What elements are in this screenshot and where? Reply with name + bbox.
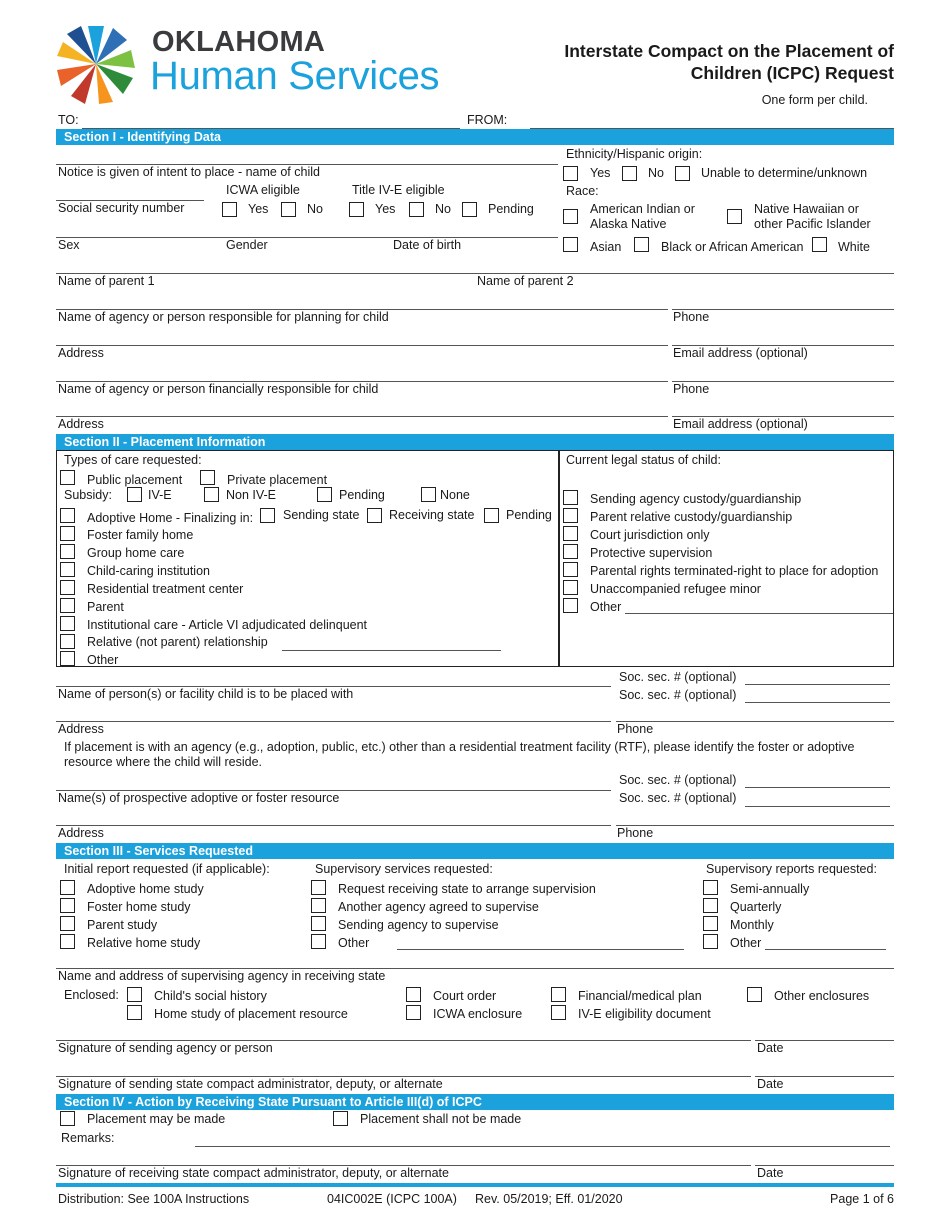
reports-other-checkbox[interactable]	[703, 934, 718, 949]
legal-rights-terminated-checkbox[interactable]	[563, 562, 578, 577]
adoptive-home-checkbox[interactable]	[60, 508, 75, 523]
titleive-pending-label: Pending	[488, 202, 534, 216]
planning-address-label: Address	[58, 346, 104, 360]
placement-shall-not-label: Placement shall not be made	[360, 1112, 522, 1126]
placement-note-line1: If placement is with an agency (e.g., adoption, public, etc.) other than a residential treatment facility (RTF), please identify the foster or adoptive	[64, 740, 855, 754]
parent2-label: Name of parent 2	[477, 274, 574, 288]
sex-gender-dob-field[interactable]	[56, 237, 558, 238]
child-name-label: Notice is given of intent to place - name of child	[58, 165, 320, 179]
titleive-pending-checkbox[interactable]	[462, 202, 477, 217]
enc-social-history-label: Child's social history	[154, 989, 267, 1003]
subsidy-ive-label: IV-E	[148, 488, 172, 502]
from-label: FROM:	[467, 113, 508, 127]
footer-revision: Rev. 05/2019; Eff. 01/2020	[475, 1192, 623, 1206]
legal-parent-relative-checkbox[interactable]	[563, 508, 578, 523]
legal-other-label: Other	[590, 600, 622, 614]
titleive-yes-label: Yes	[375, 202, 396, 216]
sig-sending-date-label: Date	[757, 1041, 784, 1055]
titleive-no-label: No	[435, 202, 451, 216]
supervisory-services-label: Supervisory services requested:	[315, 862, 493, 876]
logo-wordmark-bottom: Human Services	[150, 54, 440, 98]
initial-adoptive-label: Adoptive home study	[87, 882, 204, 896]
care-parent-checkbox[interactable]	[60, 598, 75, 613]
icwa-no-label: No	[307, 202, 323, 216]
titleive-no-checkbox[interactable]	[409, 202, 424, 217]
finalize-sending-state-checkbox[interactable]	[260, 508, 275, 523]
supervision-arrange-label: Request receiving state to arrange supervision	[338, 882, 596, 896]
placement-phone-label: Phone	[617, 722, 654, 736]
reports-other-field[interactable]	[765, 949, 886, 950]
placement-may-be-made-checkbox[interactable]	[60, 1111, 75, 1126]
care-group-home-label: Group home care	[87, 546, 185, 560]
legal-parent-relative-label: Parent relative custody/guardianship	[590, 510, 793, 524]
placement-address-field[interactable]	[56, 721, 611, 722]
section-4-header: Section IV - Action by Receiving State Pursuant to Article III(d) of ICPC	[56, 1094, 894, 1110]
private-placement-label: Private placement	[227, 473, 328, 487]
care-child-caring-checkbox[interactable]	[60, 562, 75, 577]
initial-relative-checkbox[interactable]	[60, 934, 75, 949]
placed-with-label: Name of person(s) or facility child is to be placed with	[58, 687, 354, 701]
form-title-line1: Interstate Compact on the Placement of	[564, 41, 894, 61]
form-subtitle: One form per child.	[761, 93, 868, 107]
public-placement-label: Public placement	[87, 473, 183, 487]
sig-sending-label: Signature of sending agency or person	[58, 1041, 273, 1055]
subsidy-none-label: None	[440, 488, 470, 502]
icwa-yes-label: Yes	[248, 202, 269, 216]
financial-email-label: Email address (optional)	[673, 417, 808, 431]
care-foster-family-checkbox[interactable]	[60, 526, 75, 541]
supervision-other-field[interactable]	[397, 949, 684, 950]
ssn-optional-label-4: Soc. sec. # (optional)	[619, 791, 737, 805]
sig-admin-date-label: Date	[757, 1077, 784, 1091]
placement-may-be-made-label: Placement may be made	[87, 1112, 226, 1126]
types-of-care-label: Types of care requested:	[64, 453, 202, 467]
finalize-pending-label: Pending	[506, 508, 552, 522]
initial-parent-checkbox[interactable]	[60, 916, 75, 931]
enc-other-label: Other enclosures	[774, 989, 870, 1003]
footer-divider	[56, 1183, 894, 1187]
enc-court-order-label: Court order	[433, 989, 497, 1003]
race-asian-checkbox[interactable]	[563, 237, 578, 252]
legal-sending-agency-label: Sending agency custody/guardianship	[590, 492, 802, 506]
initial-parent-label: Parent study	[87, 918, 158, 932]
section-2-header: Section II - Placement Information	[56, 434, 894, 450]
parent1-label: Name of parent 1	[58, 274, 155, 288]
icwa-no-checkbox[interactable]	[281, 202, 296, 217]
care-child-caring-label: Child-caring institution	[87, 564, 210, 578]
subsidy-ive-checkbox[interactable]	[127, 487, 142, 502]
care-institutional-label: Institutional care - Article VI adjudicated delinquent	[87, 618, 368, 632]
prospective-phone-label: Phone	[617, 826, 654, 840]
ssn-optional-field-3[interactable]	[745, 787, 890, 788]
legal-refugee-checkbox[interactable]	[563, 580, 578, 595]
public-placement-checkbox[interactable]	[60, 470, 75, 485]
planning-address-field[interactable]	[56, 345, 668, 346]
parents-field[interactable]	[56, 273, 894, 274]
race-label: Race:	[566, 184, 599, 198]
care-other-label: Other	[87, 653, 119, 667]
care-relative-label: Relative (not parent) relationship	[87, 635, 268, 649]
footer-distribution: Distribution: See 100A Instructions	[58, 1192, 250, 1206]
ethnicity-yes-checkbox[interactable]	[563, 166, 578, 181]
child-name-field[interactable]	[56, 164, 558, 165]
adoptive-home-label: Adoptive Home - Finalizing in:	[87, 511, 254, 525]
race-american-indian-label-1: American Indian or	[590, 202, 695, 216]
dob-label: Date of birth	[393, 238, 462, 252]
ssn-optional-field-4[interactable]	[745, 806, 890, 807]
planning-email-label: Email address (optional)	[673, 346, 808, 360]
enc-ive-checkbox[interactable]	[551, 1005, 566, 1020]
care-parent-label: Parent	[87, 600, 124, 614]
planning-phone-label: Phone	[673, 310, 710, 324]
reports-monthly-checkbox[interactable]	[703, 916, 718, 931]
supervision-another-agency-label: Another agency agreed to supervise	[338, 900, 539, 914]
ssn-label: Social security number	[58, 201, 185, 215]
supervision-sending-agency-checkbox[interactable]	[311, 916, 326, 931]
legal-protective-checkbox[interactable]	[563, 544, 578, 559]
ethnicity-unknown-label: Unable to determine/unknown	[701, 166, 868, 180]
care-relative-field[interactable]	[282, 650, 501, 651]
ssn-optional-field-1[interactable]	[745, 684, 890, 685]
sig-admin-label: Signature of sending state compact administrator, deputy, or alternate	[58, 1077, 443, 1091]
financial-phone-label: Phone	[673, 382, 710, 396]
supervision-arrange-checkbox[interactable]	[311, 880, 326, 895]
icwa-label: ICWA eligible	[226, 183, 300, 197]
sig-receiving-date-label: Date	[757, 1166, 784, 1180]
section-3-header: Section III - Services Requested	[56, 843, 894, 859]
private-placement-checkbox[interactable]	[200, 470, 215, 485]
placement-phone-field[interactable]	[616, 721, 894, 722]
enc-financial-label: Financial/medical plan	[578, 989, 702, 1003]
race-black-checkbox[interactable]	[634, 237, 649, 252]
reports-quarterly-checkbox[interactable]	[703, 898, 718, 913]
care-institutional-checkbox[interactable]	[60, 616, 75, 631]
subsidy-label: Subsidy:	[64, 488, 112, 502]
care-group-home-checkbox[interactable]	[60, 544, 75, 559]
initial-adoptive-checkbox[interactable]	[60, 880, 75, 895]
initial-foster-label: Foster home study	[87, 900, 191, 914]
legal-other-checkbox[interactable]	[563, 598, 578, 613]
supervision-other-checkbox[interactable]	[311, 934, 326, 949]
financial-address-field[interactable]	[56, 416, 668, 417]
prospective-resource-label: Name(s) of prospective adoptive or foster resource	[58, 791, 340, 805]
ethnicity-yes-label: Yes	[590, 166, 611, 180]
race-native-hawaiian-label-2: other Pacific Islander	[754, 217, 871, 231]
reports-semiannual-checkbox[interactable]	[703, 880, 718, 895]
reports-other-label: Other	[730, 936, 762, 950]
race-white-checkbox[interactable]	[812, 237, 827, 252]
gender-label: Gender	[226, 238, 268, 252]
ethnicity-label: Ethnicity/Hispanic origin:	[566, 147, 703, 161]
care-residential-label: Residential treatment center	[87, 582, 244, 596]
race-white-label: White	[838, 240, 870, 254]
footer-form-id: 04IC002E (ICPC 100A)	[327, 1192, 457, 1206]
legal-court-jurisdiction-label: Court jurisdiction only	[590, 528, 710, 542]
enclosed-label: Enclosed:	[64, 988, 119, 1002]
care-foster-family-label: Foster family home	[87, 528, 194, 542]
initial-foster-checkbox[interactable]	[60, 898, 75, 913]
logo-wordmark-top: OKLAHOMA	[152, 26, 326, 58]
legal-refugee-label: Unaccompanied refugee minor	[590, 582, 761, 596]
ethnicity-no-label: No	[648, 166, 664, 180]
subsidy-pending-checkbox[interactable]	[317, 487, 332, 502]
logo-star-icon	[55, 22, 137, 106]
enc-icwa-label: ICWA enclosure	[433, 1007, 523, 1021]
to-label: TO:	[58, 113, 79, 127]
footer-page-number: Page 1 of 6	[830, 1192, 894, 1206]
supervision-other-label: Other	[338, 936, 370, 950]
finalize-receiving-state-label: Receiving state	[389, 508, 475, 522]
finalize-sending-state-label: Sending state	[283, 508, 360, 522]
supervisory-reports-label: Supervisory reports requested:	[706, 862, 877, 876]
race-asian-label: Asian	[590, 240, 622, 254]
prospective-address-field[interactable]	[56, 825, 611, 826]
ssn-optional-field-2[interactable]	[745, 702, 890, 703]
remarks-label: Remarks:	[61, 1131, 115, 1145]
race-native-hawaiian-label-1: Native Hawaiian or	[754, 202, 859, 216]
finalize-receiving-state-checkbox[interactable]	[367, 508, 382, 523]
reports-monthly-label: Monthly	[730, 918, 774, 932]
prospective-address-label: Address	[58, 826, 104, 840]
finalize-pending-checkbox[interactable]	[484, 508, 499, 523]
supervision-another-agency-checkbox[interactable]	[311, 898, 326, 913]
remarks-field[interactable]	[195, 1146, 890, 1147]
race-black-label: Black or African American	[661, 240, 804, 254]
supervising-agency-label: Name and address of supervising agency in receiving state	[58, 969, 386, 983]
financial-address-label: Address	[58, 417, 104, 431]
supervision-sending-agency-label: Sending agency to supervise	[338, 918, 499, 932]
ssn-optional-label-2: Soc. sec. # (optional)	[619, 688, 737, 702]
enc-court-order-checkbox[interactable]	[406, 987, 421, 1002]
sig-receiving-label: Signature of receiving state compact administrator, deputy, or alternate	[58, 1166, 449, 1180]
enc-other-checkbox[interactable]	[747, 987, 762, 1002]
subsidy-non-ive-label: Non IV-E	[226, 488, 277, 502]
prospective-phone-field[interactable]	[616, 825, 894, 826]
legal-protective-label: Protective supervision	[590, 546, 713, 560]
legal-court-jurisdiction-checkbox[interactable]	[563, 526, 578, 541]
enc-social-history-checkbox[interactable]	[127, 987, 142, 1002]
care-residential-checkbox[interactable]	[60, 580, 75, 595]
subsidy-none-checkbox[interactable]	[421, 487, 436, 502]
placement-note-line2: resource where the child will reside.	[64, 755, 263, 769]
care-relative-checkbox[interactable]	[60, 634, 75, 649]
enc-financial-checkbox[interactable]	[551, 987, 566, 1002]
legal-sending-agency-checkbox[interactable]	[563, 490, 578, 505]
placement-shall-not-checkbox[interactable]	[333, 1111, 348, 1126]
enc-ive-label: IV-E eligibility document	[578, 1007, 711, 1021]
race-native-hawaiian-checkbox[interactable]	[727, 209, 742, 224]
icwa-yes-checkbox[interactable]	[222, 202, 237, 217]
subsidy-pending-label: Pending	[339, 488, 385, 502]
race-american-indian-checkbox[interactable]	[563, 209, 578, 224]
section-1-header: Section I - Identifying Data	[56, 129, 894, 145]
enc-home-study-label: Home study of placement resource	[154, 1007, 348, 1021]
titleive-yes-checkbox[interactable]	[349, 202, 364, 217]
ssn-optional-label-1: Soc. sec. # (optional)	[619, 670, 737, 684]
reports-quarterly-label: Quarterly	[730, 900, 782, 914]
legal-rights-terminated-label: Parental rights terminated-right to place for adoption	[590, 564, 879, 578]
form-title-line2: Children (ICPC) Request	[690, 63, 894, 83]
sex-label: Sex	[58, 238, 80, 252]
enc-home-study-checkbox[interactable]	[127, 1005, 142, 1020]
financial-agency-label: Name of agency or person financially responsible for child	[58, 382, 379, 396]
care-other-checkbox[interactable]	[60, 651, 75, 666]
subsidy-non-ive-checkbox[interactable]	[204, 487, 219, 502]
legal-other-field[interactable]	[625, 613, 893, 614]
planning-agency-label: Name of agency or person responsible for planning for child	[58, 310, 389, 324]
ethnicity-unknown-checkbox[interactable]	[675, 166, 690, 181]
ssn-optional-label-3: Soc. sec. # (optional)	[619, 773, 737, 787]
ethnicity-no-checkbox[interactable]	[622, 166, 637, 181]
enc-icwa-checkbox[interactable]	[406, 1005, 421, 1020]
legal-status-label: Current legal status of child:	[566, 453, 721, 467]
placement-address-label: Address	[58, 722, 104, 736]
reports-semiannual-label: Semi-annually	[730, 882, 810, 896]
initial-relative-label: Relative home study	[87, 936, 201, 950]
race-american-indian-label-2: Alaska Native	[590, 217, 667, 231]
ssn-field[interactable]	[56, 200, 204, 201]
initial-report-label: Initial report requested (if applicable):	[64, 862, 270, 876]
titleive-label: Title IV-E eligible	[352, 183, 445, 197]
